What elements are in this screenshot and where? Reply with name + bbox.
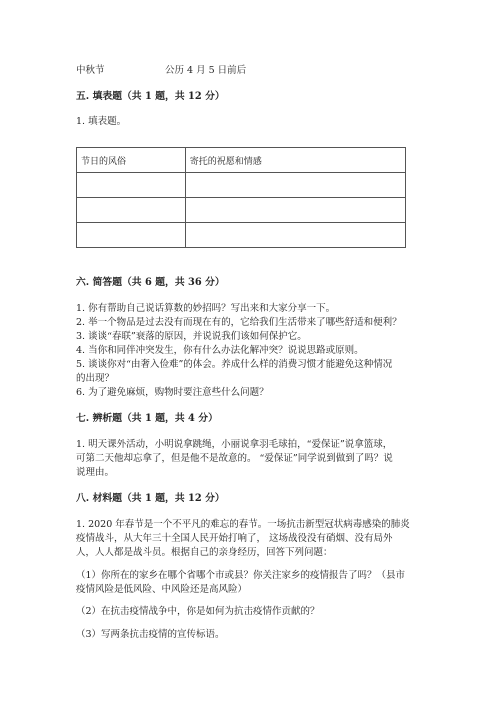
section-8-line-3: 人，人人都是战斗员。根据自己的亲身经历，回答下列问题：: [76, 547, 333, 558]
section-5-title: 五. 填表题（共 1 题，共 12 分）: [76, 91, 225, 102]
section-6-line-7: 6. 为了避免麻烦，购物时要注意些什么问题？: [76, 387, 269, 398]
section-7-line-1: 1. 明天课外活动，小明说拿跳绳，小丽说拿羽毛球拍，“爱保证”说拿篮球，: [76, 439, 393, 450]
section-8-subquestion-1-line-1: （1）你所在的家乡在哪个省哪个市或县？你关注家乡的疫情报告了吗？（县市: [76, 570, 406, 581]
section-8-line-1: 1. 2020 年春节是一个不平凡的难忘的春节。一场抗击新型冠状病毒感染的肺炎: [76, 519, 410, 530]
table-header-row: [77, 148, 406, 173]
section-6-line-1: 1. 你有帮助自己说话算数的妙招吗？写出来和大家分享一下。: [76, 303, 336, 314]
section-6-line-3: 3. 谈谈“春联”衰落的原因，并说说我们该如何保护它。: [76, 331, 307, 342]
table-row: [77, 198, 406, 223]
festival-name: 中秋节: [76, 65, 105, 76]
section-6-line-4: 4. 当你和同伴冲突发生，你有什么办法化解冲突？说说思路或原则。: [76, 345, 364, 356]
section-6-line-2: 2. 举一个物品是过去没有而现在有的，它给我们生活带来了哪些舒适和便利？: [76, 317, 402, 328]
table-row: [77, 173, 406, 198]
table-cell[interactable]: [185, 223, 405, 248]
festival-date: 公历 4 月 5 日前后: [165, 65, 247, 76]
section-6-title: 六. 简答题（共 6 题，共 36 分）: [76, 277, 225, 288]
fill-in-table: [76, 147, 406, 248]
table-cell[interactable]: [77, 198, 186, 223]
section-7-line-2: 可第二天他却忘拿了，但是他不是故意的。 “爱保证”同学说到做到了吗？说: [76, 453, 393, 464]
table-cell[interactable]: [77, 223, 186, 248]
section-8-line-2: 疫情战斗，从大年三十全国人民开始打响了， 这场战役没有硝烟、没有局外: [76, 533, 393, 544]
table-cell[interactable]: [77, 173, 186, 198]
table-header-customs: 节日的风俗: [77, 148, 186, 173]
table-cell[interactable]: [185, 173, 405, 198]
section-8-subquestion-3: （3）写两条抗击疫情的宣传标语。: [76, 629, 225, 640]
section-7-line-3: 说理由。: [76, 467, 115, 478]
table-row: [77, 223, 406, 248]
section-8-subquestion-2: （2）在抗击疫情战争中，你是如何为抗击疫情作贡献的？: [76, 606, 320, 617]
section-6-line-5: 5. 谈谈你对“由奢入俭难”的体会。养成什么样的消费习惯才能避免这种情况: [76, 359, 393, 370]
section-5-question-1: 1. 填表题。: [76, 116, 127, 127]
section-7-title: 七. 辨析题（共 1 题，共 4 分）: [76, 413, 218, 424]
section-8-subquestion-1-line-2: 疫情风险是低风险、中风险还是高风险）: [76, 584, 248, 595]
section-8-title: 八. 材料题（共 1 题，共 12 分）: [76, 493, 225, 504]
table-cell[interactable]: [185, 198, 405, 223]
section-6-line-6: 的出现？: [76, 373, 115, 384]
table-header-wishes: 寄托的祝愿和情感: [185, 148, 405, 173]
